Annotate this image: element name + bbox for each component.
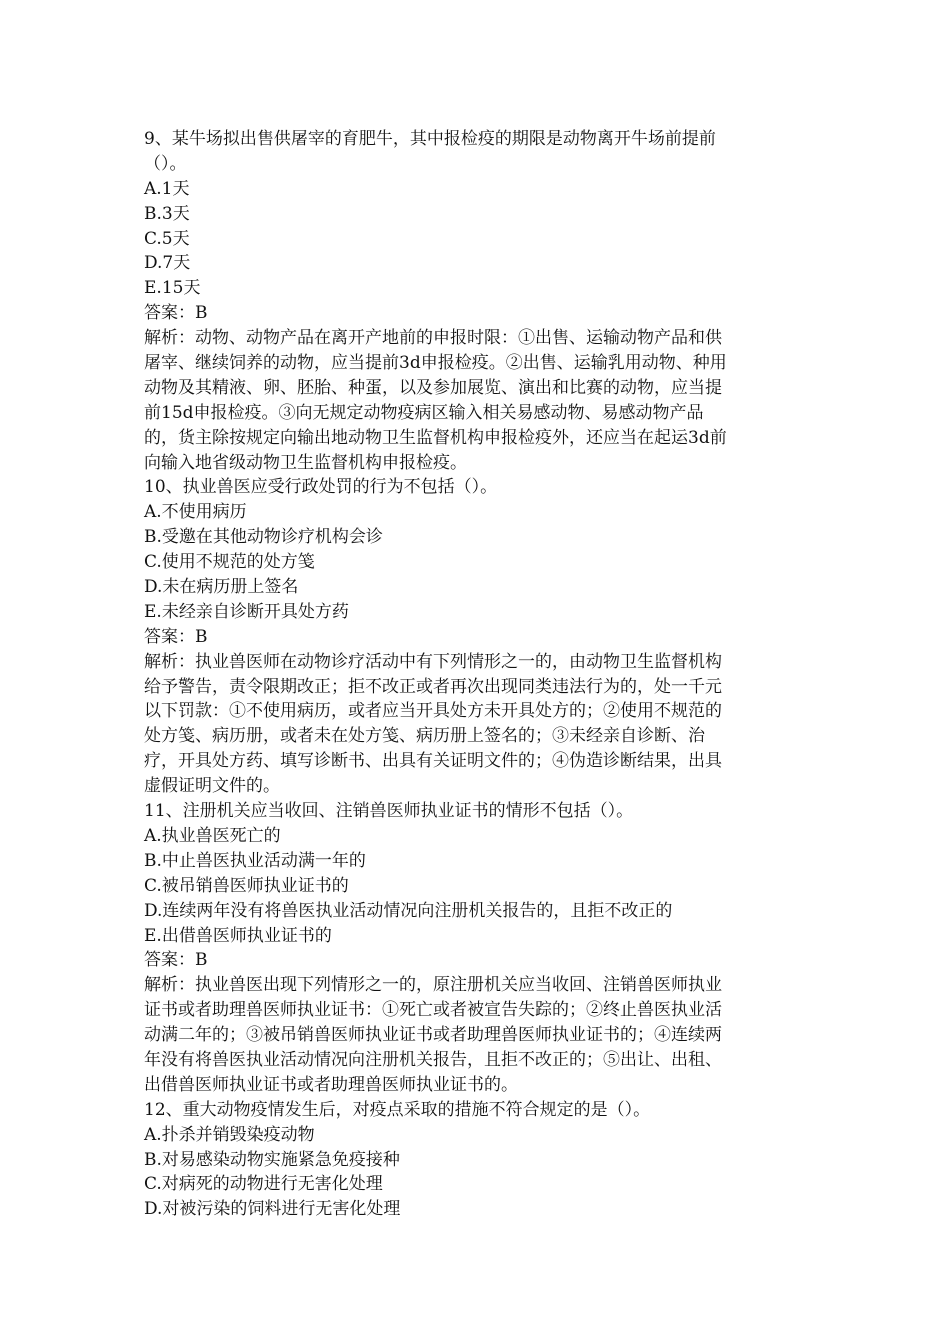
q9-stem-line-1: 9、某牛场拟出售供屠宰的育肥牛，其中报检疫的期限是动物离开牛场前提前 — [144, 129, 716, 149]
q11-explanation-line-5: 出借兽医师执业证书或者助理兽医师执业证书的。 — [144, 1074, 518, 1095]
q11-option-b: B.中止兽医执业活动满一年的 — [144, 850, 366, 871]
q11-explanation-line-4: 年没有将兽医执业活动情况向注册机关报告，且拒不改正的；⑤出让、出租、 — [144, 1049, 722, 1070]
q12-stem: 12、重大动物疫情发生后，对疫点采取的措施不符合规定的是（）。 — [144, 1099, 651, 1120]
q9-explanation-line-6: 向输入地省级动物卫生监督机构申报检疫。 — [144, 452, 467, 473]
q9-answer: 答案：B — [144, 303, 208, 324]
q10-explanation-line-2: 给予警告，责令限期改正；拒不改正或者再次出现同类违法行为的，处一千元 — [144, 676, 722, 697]
q11-option-e: E.出借兽医师执业证书的 — [144, 925, 332, 946]
q10-option-d: D.未在病历册上签名 — [144, 577, 299, 598]
q10-explanation-line-5: 疗，开具处方药、填写诊断书、出具有关证明文件的；④伪造诊断结果，出具 — [144, 751, 722, 772]
q11-explanation-line-1: 解析：执业兽医出现下列情形之一的，原注册机关应当收回、注销兽医师执业 — [144, 975, 722, 996]
q10-explanation-line-1: 解析：执业兽医师在动物诊疗活动中有下列情形之一的，由动物卫生监督机构 — [144, 651, 722, 672]
q11-explanation-line-2: 证书或者助理兽医师执业证书：①死亡或者被宣告失踪的；②终止兽医执业活 — [144, 1000, 722, 1021]
q12-option-c: C.对病死的动物进行无害化处理 — [144, 1174, 383, 1195]
q9-explanation-line-1: 解析：动物、动物产品在离开产地前的申报时限：①出售、运输动物产品和供 — [144, 328, 722, 349]
q9-stem-line-2: （）。 — [144, 153, 187, 174]
q9-explanation-line-3: 动物及其精液、卵、胚胎、种蛋，以及参加展览、演出和比赛的动物，应当提 — [144, 377, 722, 398]
q11-option-c: C.被吊销兽医师执业证书的 — [144, 875, 349, 896]
q9-option-d: D.7天 — [144, 253, 191, 274]
q11-option-d: D.连续两年没有将兽医执业活动情况向注册机关报告的，且拒不改正的 — [144, 900, 673, 921]
q9-explanation-line-4: 前15d申报检疫。③向无规定动物疫病区输入相关易感动物、易感动物产品 — [144, 402, 704, 423]
q10-stem: 10、执业兽医应受行政处罚的行为不包括（）。 — [144, 477, 498, 498]
q10-option-c: C.使用不规范的处方笺 — [144, 552, 315, 573]
q10-answer: 答案：B — [144, 626, 208, 647]
q9-option-c: C.5天 — [144, 228, 190, 249]
q10-explanation-line-4: 处方笺、病历册，或者未在处方笺、病历册上签名的；③未经亲自诊断、治 — [144, 726, 705, 747]
q12-option-d: D.对被污染的饲料进行无害化处理 — [144, 1199, 401, 1220]
q10-explanation-line-3: 以下罚款：①不使用病历，或者应当开具处方未开具处方的；②使用不规范的 — [144, 701, 722, 722]
q10-option-a: A.不使用病历 — [144, 502, 247, 523]
q12-option-a: A.扑杀并销毁染疫动物 — [144, 1124, 315, 1145]
q9-option-e: E.15天 — [144, 278, 201, 299]
q11-explanation-line-3: 动满二年的；③被吊销兽医师执业证书或者助理兽医师执业证书的；④连续两 — [144, 1025, 722, 1046]
q11-stem: 11、注册机关应当收回、注销兽医师执业证书的情形不包括（）。 — [144, 801, 634, 822]
q11-option-a: A.执业兽医死亡的 — [144, 825, 281, 846]
q9-option-a: A.1天 — [144, 178, 190, 199]
q10-explanation-line-6: 虚假证明文件的。 — [144, 776, 280, 797]
q9-option-b: B.3天 — [144, 203, 190, 224]
q10-option-b: B.受邀在其他动物诊疗机构会诊 — [144, 527, 383, 548]
q9-explanation-line-5: 的，货主除按规定向输出地动物卫生监督机构申报检疫外，还应当在起运3d前 — [144, 427, 727, 448]
q9-explanation-line-2: 屠宰、继续饲养的动物，应当提前3d申报检疫。②出售、运输乳用动物、种用 — [144, 353, 727, 374]
q10-option-e: E.未经亲自诊断开具处方药 — [144, 601, 349, 622]
q12-option-b: B.对易感染动物实施紧急免疫接种 — [144, 1149, 400, 1170]
q11-answer: 答案：B — [144, 950, 208, 971]
document-body — [144, 127, 816, 1222]
